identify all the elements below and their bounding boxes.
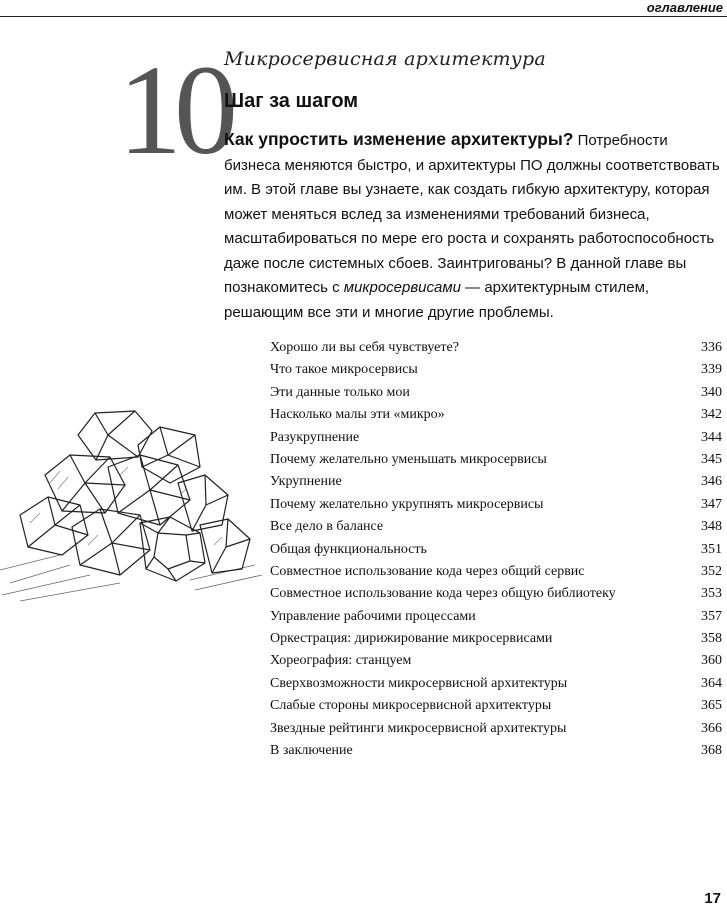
gems-illustration: [0, 405, 262, 615]
toc-entry[interactable]: [270, 698, 722, 720]
toc-entry-title: Звездные рейтинги микросервисной архитектуры: [270, 720, 567, 736]
toc-entry-title: Оркестрация: дирижирование микросервисами: [270, 631, 553, 647]
toc-entry-title: В заключение: [270, 743, 353, 759]
toc-entry[interactable]: [270, 542, 722, 564]
toc-entry[interactable]: [270, 497, 722, 519]
chapter-subtitle: Шаг за шагом: [224, 90, 359, 112]
toc-entry-page: 351: [701, 541, 722, 557]
toc-entry-page: 357: [701, 608, 722, 624]
toc-entry[interactable]: [270, 743, 722, 765]
toc-entry-title: Почему желательно уменьшать микросервисы: [270, 451, 547, 467]
toc-entry[interactable]: [270, 564, 722, 586]
chapter-title: Микросервисная архитектура: [224, 48, 546, 70]
toc-entry-page: 366: [701, 720, 722, 736]
toc-entry-page: 342: [701, 407, 722, 423]
toc-entry-page: 340: [701, 384, 722, 400]
intro-text: Потребности бизнеса меняются быстро, и архитектуры ПО должны соответствовать им. В этой главе вы узнаете, как создать гибкую архитектуру, которая может меняться вслед за изменениями требований бизнеса, масштабироваться по мере его роста и сохранять работоспособность даже после системных сбоев. Заинтригованы? В данной главе вы познакомитесь с: [224, 132, 720, 296]
toc-entry-title: Совместное использование кода через общий сервис: [270, 563, 585, 579]
toc-entry-page: 368: [701, 743, 722, 759]
toc-entry-title: Хорошо ли вы себя чувствуете?: [270, 340, 459, 355]
toc-entry[interactable]: [270, 385, 722, 407]
intro-lead: Как упростить изменение архитектуры?: [224, 129, 574, 149]
toc-entry-page: 364: [701, 675, 722, 691]
toc-entry-title: Все дело в балансе: [270, 519, 384, 535]
toc-entry[interactable]: [270, 340, 722, 362]
header-rule: [0, 0, 727, 17]
toc-entry[interactable]: [270, 631, 722, 653]
toc-entry-page: 358: [701, 631, 722, 647]
toc-entry-title: Общая функциональность: [270, 541, 427, 557]
toc-entry-page: 339: [701, 362, 722, 378]
toc-entry-page: 352: [701, 563, 722, 579]
toc-entry-title: Совместное использование кода через общую библиотеку: [270, 586, 616, 602]
toc-entry-title: Хореография: станцуем: [270, 653, 412, 669]
toc-entry[interactable]: [270, 653, 722, 675]
toc-entry-page: 345: [701, 451, 722, 467]
toc-entry[interactable]: [270, 519, 722, 541]
toc-entry-title: Сверхвозможности микросервисной архитектуры: [270, 675, 568, 691]
toc-entry-title: Эти данные только мои: [270, 384, 410, 400]
toc-entry-page: 347: [701, 496, 722, 512]
toc-entry-page: 346: [701, 474, 722, 490]
toc-entry-title: Укрупнение: [270, 474, 342, 490]
toc-entry-page: 360: [701, 653, 722, 669]
table-of-contents: [270, 340, 722, 765]
toc-entry-title: Разукрупнение: [270, 429, 360, 445]
toc-entry-title: Управление рабочими процессами: [270, 608, 476, 624]
toc-entry-title: Слабые стороны микросервисной архитектуры: [270, 698, 552, 714]
toc-entry-page: 336: [701, 340, 722, 355]
intro-paragraph: [224, 127, 724, 325]
toc-entry-title: Насколько малы эти «микро»: [270, 407, 445, 423]
toc-entry-title: Почему желательно укрупнять микросервисы: [270, 496, 544, 512]
toc-entry-page: 365: [701, 698, 722, 714]
toc-entry-page: 348: [701, 519, 722, 535]
toc-entry-page: 353: [701, 586, 722, 602]
toc-entry-page: 344: [701, 429, 722, 445]
chapter-number: 10: [118, 39, 230, 181]
page-number: 17: [704, 890, 721, 907]
toc-entry[interactable]: [270, 430, 722, 452]
intro-text-end: — архитектурным стилем, решающим все эти и многие другие проблемы.: [224, 279, 650, 321]
toc-entry[interactable]: [270, 362, 722, 384]
toc-entry[interactable]: [270, 609, 722, 631]
section-label: оглавление: [646, 0, 723, 15]
toc-entry[interactable]: [270, 721, 722, 743]
toc-entry-title: Что такое микросервисы: [270, 362, 418, 378]
toc-entry[interactable]: [270, 407, 722, 429]
toc-entry[interactable]: [270, 474, 722, 496]
intro-term: микросервисами: [343, 279, 461, 296]
toc-entry[interactable]: [270, 676, 722, 698]
toc-entry[interactable]: [270, 452, 722, 474]
toc-entry[interactable]: [270, 586, 722, 608]
